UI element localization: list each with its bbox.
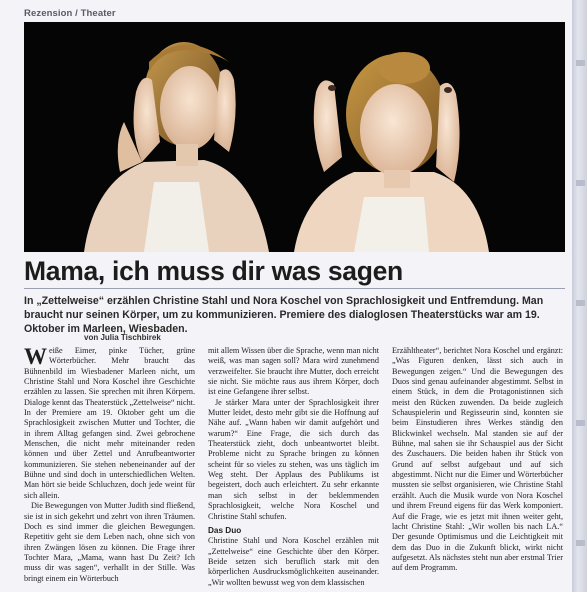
article-column-1 [24, 346, 195, 592]
paragraph: Christine Stahl und Nora Koschel erzählen mit „Zettelweise“ eine Geschichte über den Körper. Beide setzen sich beruflich stark mit den körperlichen Ausdrucksmöglichkeiten auseinander. „Wir wollten bewusst weg von dem klassischen [208, 536, 379, 587]
section-label: Rezension / Theater [24, 8, 116, 19]
paragraph: Erzähltheater“, berichtet Nora Koschel und ergänzt: „Was Figuren denken, lässt sich auch in Bewegungen zeigen.“ Und die Bewegungen des Duos sind genau aufeinander abgestimmt. Selbst in einem Stück, in dem die Protagonistinnen sich meist den Rücken zuwenden. Da beide zugleich Schauspielerin und Regisseurin sind, konnten sie beim Einstudieren ihres Werkes ständig den Blickwinkel wechseln. Mal standen sie auf der Bühne, mal sahen sie ihr Schauspiel aus der Sicht des Zuschauers. Die beiden haben ihr Stück von Grund auf selbst aufgebaut und auf sich abgestimmt. Nicht nur die Eimer und Wörterbücher mussten sie selbst organisieren, wie Christine Stahl erzählt. Auch die Musik wurde von Nora Koschel und ihrem Freund eigens für das Werk komponiert. Auf die Frage, wie es jetzt mit ihnen weiter geht, lacht Christine Stahl: „Wir wollen bis nach LA.“ Der gesunde Optimismus und die Leichtigkeit mit dem das Duo in die Zukunft blickt, wirkt nicht aufgesetzt. Als nächstes steht nun aber erstmal Trier auf dem Programm. [392, 346, 563, 573]
paragraph: Die Bewegungen von Mutter Judith sind fließend, sie ist in sich gekehrt und zehrt von ihren Träumen. Doch es sind immer die gleichen Bewegungen. Repetitiv geht sie dem Leben nach, ohne sich von ihren Zwängen lösen zu können. Die Frage ihrer Tochter Mara, „Mama, wann hast Du Zeit? Ich muss dir was sagen“, verhallt in der Stille. Was bringt einem ein Wörterbuch [24, 501, 195, 583]
byline: von Julia Tischbirek [84, 333, 161, 342]
article-column-3 [392, 346, 563, 592]
subheading: Das Duo [208, 525, 242, 535]
article-column-2 [208, 346, 379, 592]
paragraph-text: eiße Eimer, pinke Tücher, grüne Wörterbücher. Mehr braucht das Bühnenbild im Wiesbadener Marleen nicht, um Christine Stahl und Nora Koschel ihre Geschichte erzählen zu lassen. Sie sprechen mit ihren Körpern. Dialoge kennt das Theaterstück „Zettelweise“ nicht. In der Premiere am 19. Oktober geht um die Sprachlosigkeit zwischen Mutter und Tochter, die in ihrem Alltag gefangen sind. Zwei gebrochene Menschen, die nicht mehr miteinander reden können und über Zettel und Anrufbeantworter kommunizieren. Sie stehen nebeneinander auf der Bühne und sind doch in unterschiedlichen Welten. Man hört sie beide Schluchzen, doch jede weint für sich allein. [24, 346, 195, 500]
drop-cap: W [24, 346, 47, 369]
paragraph: Je stärker Mara unter der Sprachlosigkeit ihrer Mutter leidet, desto mehr gibt sie die Hoffnung auf Nähe auf. „Wann haben wir damit aufgehört und warum?“ Eine Frage, die sich durch das Theaterstück zieht, doch unbeantwortet bleibt. Probleme nicht zu Sprache bringen zu können scheint für so vieles zu stehen, was uns täglich im Weg steht. Der Applaus des Publikums ist begeistert, doch auch erleichtert. Zu sehr erkannte man sich selbst in der beklemmenden Sprachlosigkeit, welche Nora Koschel und Christine Stahl schufen. [208, 397, 379, 521]
headline-rule [24, 288, 565, 289]
article-headline: Mama, ich muss dir was sagen [24, 256, 403, 286]
paragraph [24, 346, 195, 501]
page-edge [572, 0, 587, 592]
performers-photo [24, 22, 565, 252]
paragraph: mit allem Wissen über die Sprache, wenn man nicht weiß, was man sagen soll? Mara wird zunehmend verzweifelter. Sie braucht ihre Mutter, doch erreicht sie nicht. Sie möchte raus aus ihrem Körper, doch ist eine Gefangene ihrer selbst. [208, 346, 379, 397]
article-photo [24, 22, 565, 252]
article-lead: In „Zettelweise“ erzählen Christine Stahl und Nora Koschel von Sprachlosigkeit und Entfremdung. Man braucht nur seinen Körper, um zu kommunizieren. Premiere des dialoglosen Theaterstücks war am 19. Oktober im Marleen, Wiesbaden. [24, 295, 544, 335]
